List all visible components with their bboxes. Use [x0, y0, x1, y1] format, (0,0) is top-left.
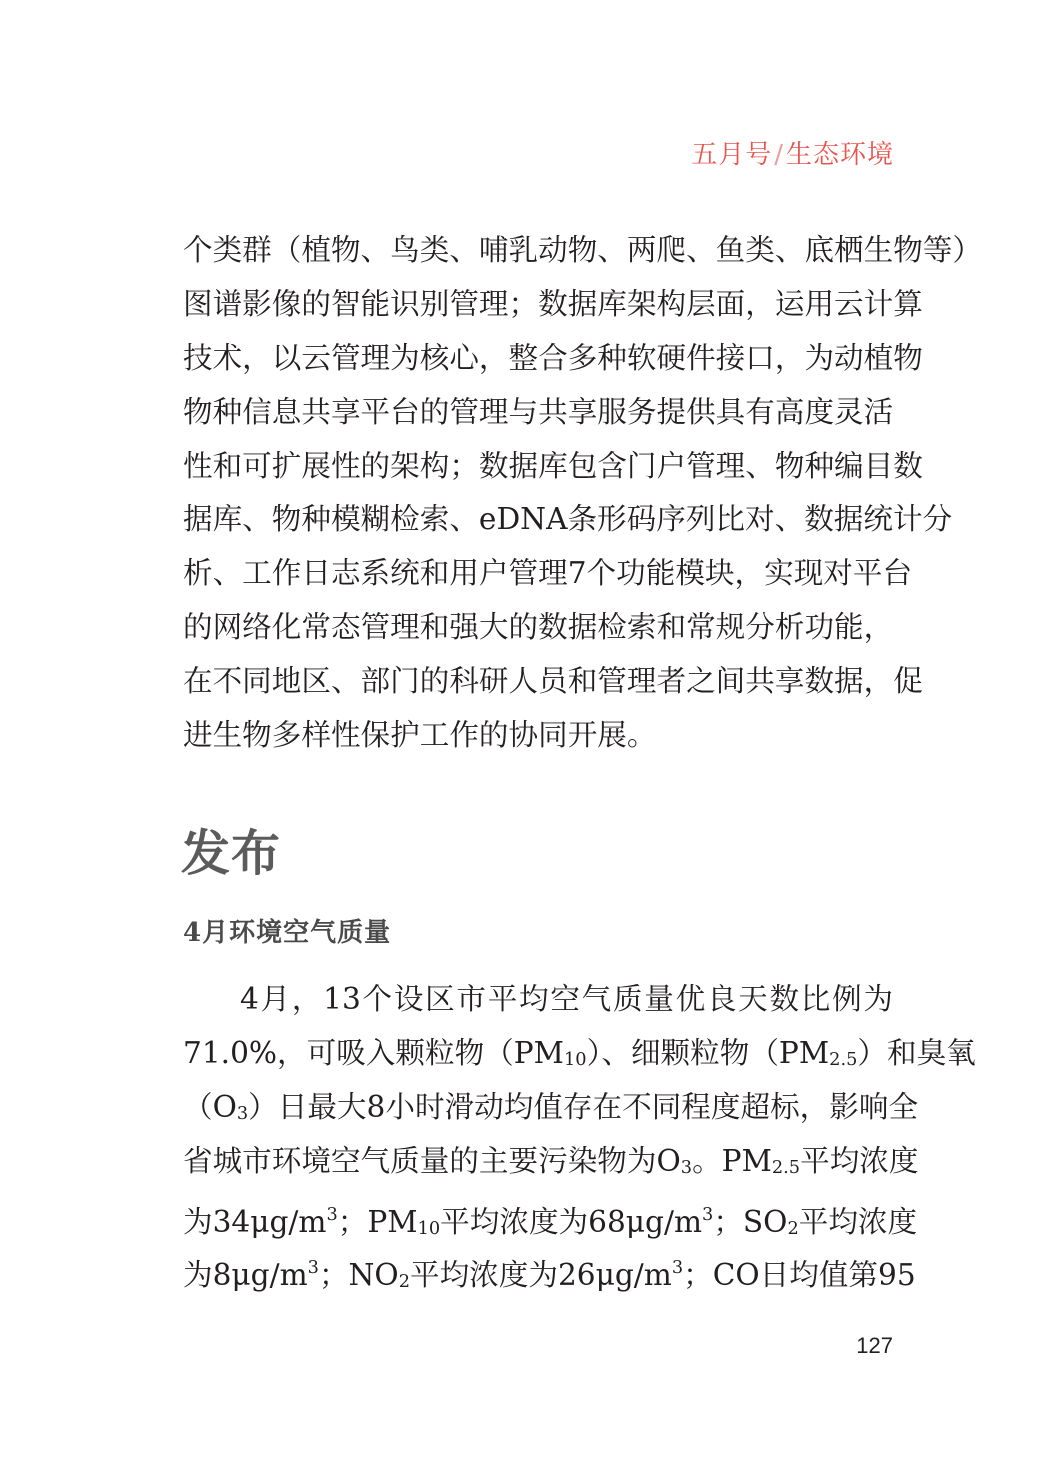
superscript: 3 — [307, 1258, 319, 1279]
text-line — [183, 1081, 919, 1135]
superscript: 3 — [671, 1258, 684, 1279]
text-run: 为8μg/m — [183, 1258, 308, 1293]
subscript: 2.5 — [771, 1157, 801, 1178]
text-run: ；CO日均值第95 — [683, 1258, 916, 1293]
text-run: ）日最大8小时滑动均值存在不同程度超标，影响全 — [248, 1089, 919, 1124]
text-line: 据库、物种模糊检索、eDNA条形码序列比对、数据统计分 — [183, 502, 953, 537]
text-run: 省城市环境空气质量的主要污染物为O — [183, 1143, 681, 1178]
text-run: ）、细颗粒物（PM — [586, 1035, 830, 1070]
text-run: 平均浓度为68μg/m — [440, 1204, 703, 1239]
text-line: 个类群（植物、鸟类、哺乳动物、两爬、鱼类、底栖生物等） — [183, 233, 983, 267]
text-run: ；NO — [318, 1258, 399, 1293]
page-number: 127 — [856, 1333, 893, 1358]
text-line: 的网络化常态管理和强大的数据检索和常规分析功能， — [183, 610, 894, 645]
text-line — [183, 1135, 919, 1189]
text-line — [183, 1242, 916, 1296]
text-line: 4月，13个设区市平均空气质量优良天数比例为 — [240, 982, 893, 1016]
running-header — [691, 134, 894, 171]
text-run: ；PM — [337, 1204, 418, 1239]
text-run: 平均浓度为26μg/m — [409, 1258, 672, 1293]
text-run: 平均浓度 — [798, 1204, 918, 1239]
text-run: 。PM — [692, 1143, 772, 1178]
text-run: ）和臭氧 — [857, 1035, 976, 1070]
text-line — [183, 1027, 976, 1081]
text-line: 物种信息共享平台的管理与共享服务提供具有高度灵活 — [183, 394, 894, 429]
section-heading: 发布 — [181, 825, 282, 882]
header-section: 生态环境 — [785, 140, 894, 170]
text-run: 平均浓度 — [800, 1143, 919, 1178]
subscript: 2 — [398, 1272, 410, 1293]
text-line: 技术，以云管理为核心，整合多种软硬件接口，为动植物 — [183, 340, 923, 375]
subscript: 3 — [680, 1157, 693, 1178]
text-line: 图谱影像的智能识别管理；数据库架构层面，运用云计算 — [183, 286, 923, 321]
subscript: 10 — [417, 1218, 441, 1239]
text-line: 进生物多样性保护工作的协同开展。 — [183, 718, 657, 753]
subheading: 4月环境空气质量 — [183, 918, 392, 948]
superscript: 3 — [326, 1204, 338, 1225]
text-run: 为34μg/m — [183, 1204, 327, 1239]
text-line — [183, 1189, 918, 1243]
text-run: （O — [183, 1089, 237, 1124]
text-run: 71.0%，可吸入颗粒物（PM — [183, 1035, 564, 1070]
header-separator: / — [774, 140, 784, 170]
paragraph-1 — [183, 224, 983, 763]
header-issue: 五月号 — [691, 140, 773, 170]
superscript: 3 — [702, 1204, 714, 1225]
paragraph-2 — [183, 973, 976, 1296]
text-run: ；SO — [713, 1204, 788, 1239]
text-line: 性和可扩展性的架构；数据库包含门户管理、物种编目数 — [183, 448, 923, 483]
subscript: 2.5 — [829, 1049, 858, 1070]
subscript: 2 — [787, 1218, 799, 1239]
text-line: 在不同地区、部门的科研人员和管理者之间共享数据，促 — [183, 664, 923, 699]
subscript: 3 — [236, 1103, 249, 1124]
subscript: 10 — [563, 1049, 587, 1070]
text-line: 析、工作日志系统和用户管理7个功能模块，实现对平台 — [183, 556, 913, 591]
